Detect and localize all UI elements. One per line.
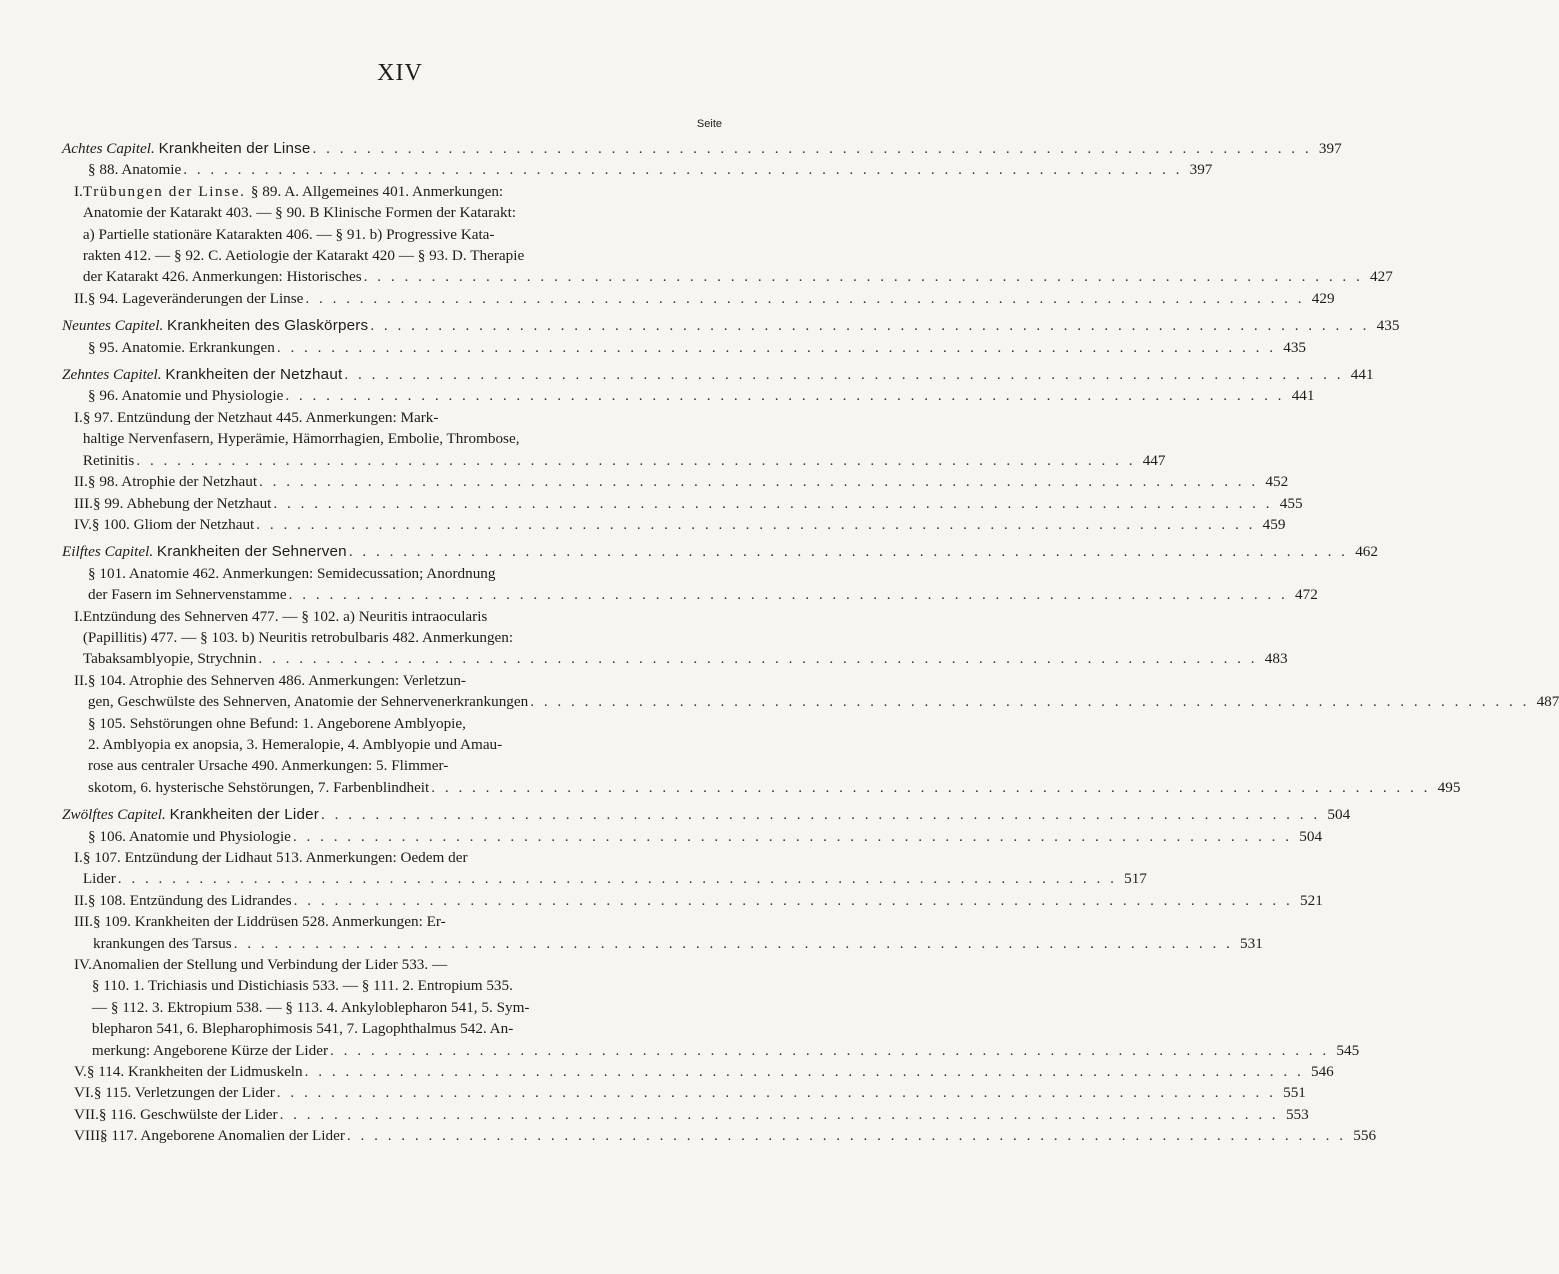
- section-entry: [62, 337, 1306, 358]
- section-entry: [62, 159, 1213, 180]
- dot-leader: [368, 315, 1371, 336]
- section-body: [88, 337, 1306, 358]
- toc-continuation-line: 2. Amblyopia ex anopsia, 3. Hemeralopie, 4. Amblyopie und Amau-: [88, 735, 503, 753]
- dot-leader: [232, 933, 1235, 954]
- toc-continuation-line: haltige Nervenfasern, Hyperämie, Hämorrhagien, Embolie, Thrombose,: [82, 430, 520, 448]
- section-body: [74, 1125, 1377, 1146]
- toc-page-number: 441: [1291, 387, 1315, 405]
- section-body: [74, 288, 1335, 309]
- roman-numeral: I.: [74, 849, 83, 866]
- toc-line: [88, 890, 1323, 911]
- dot-leader: [275, 337, 1278, 358]
- toc-continuation-line: § 109. Krankheiten der Liddrüsen 528. Anmerkungen: Er-: [92, 913, 446, 931]
- toc-continuation-line: Entzündung des Sehnerven 477. — § 102. a) Neuritis intraocularis: [82, 607, 488, 625]
- toc-entry-text: merkung: Angeborene Kürze der Lider: [91, 1041, 329, 1059]
- roman-numeral: II.: [74, 891, 88, 909]
- numbered-section: [62, 670, 1559, 713]
- dot-leader: [347, 541, 1350, 562]
- chapter-label: Zehntes Capitel.: [62, 366, 166, 384]
- section-body: [74, 1061, 1334, 1082]
- dot-leader: [303, 1061, 1306, 1082]
- section-body: [74, 407, 1166, 471]
- section-body: [88, 563, 1318, 606]
- dot-leader: [303, 288, 1306, 309]
- section-body: [74, 670, 1559, 713]
- dot-leader: [181, 159, 1184, 180]
- toc-entry-text: der Katarakt 426. Anmerkungen: Historisches: [82, 268, 362, 286]
- toc-page-number: 553: [1285, 1105, 1309, 1123]
- toc-line: [93, 493, 1303, 514]
- toc-continuation-line: (Papillitis) 477. — § 103. b) Neuritis retrobulbaris 482. Anmerkungen:: [82, 628, 514, 646]
- numbered-section: [62, 514, 1286, 535]
- dot-leader: [292, 890, 1295, 911]
- numbered-section: [62, 1125, 1377, 1146]
- toc-continuation-line: § 104. Atrophie des Sehnerven 486. Anmerkungen: Verletzun-: [87, 671, 466, 689]
- roman-numeral: II.: [74, 289, 88, 307]
- toc-continuation-line: — § 112. 3. Ektropium 538. — § 113. 4. Ankyloblepharon 541, 5. Sym-: [91, 998, 530, 1016]
- chapter-title: Krankheiten der Netzhaut: [165, 366, 343, 384]
- toc-page-number: 517: [1124, 870, 1147, 888]
- toc-entry-text: § 114. Krankheiten der Lidmuskeln: [86, 1063, 303, 1081]
- section-body: [74, 1082, 1306, 1103]
- toc-page-number: 546: [1310, 1063, 1334, 1081]
- toc-line: [93, 933, 1263, 954]
- numbered-section: [62, 1061, 1334, 1082]
- chapter-heading-text: [62, 138, 311, 159]
- section-body: [88, 159, 1213, 180]
- toc-page-number: 452: [1265, 473, 1289, 491]
- roman-numeral: V.: [74, 1063, 87, 1081]
- toc-page-number: 556: [1353, 1127, 1377, 1145]
- dot-leader: [283, 385, 1286, 406]
- toc-page-number: 429: [1311, 289, 1335, 307]
- toc-page-number: 435: [1376, 317, 1400, 335]
- toc-page-number: 427: [1370, 268, 1393, 286]
- section-body: [74, 911, 1263, 954]
- page-number: XIV: [377, 60, 423, 86]
- toc-line: [88, 337, 1306, 358]
- section-content: [93, 493, 1303, 514]
- section-body: [74, 890, 1323, 911]
- dot-leader: [275, 1082, 1278, 1103]
- numbered-section: [62, 847, 1147, 890]
- section-content: [93, 911, 1263, 954]
- toc-line: [88, 826, 1323, 847]
- toc-line: [83, 266, 1393, 287]
- toc-line: [92, 1040, 1359, 1061]
- toc-page-number: 455: [1279, 494, 1303, 512]
- section-content: [92, 954, 1359, 1061]
- section-body: [74, 514, 1286, 535]
- section-content: [87, 1061, 1334, 1082]
- toc-line: [92, 514, 1286, 535]
- toc-entry-text: gen, Geschwülste des Sehnerven, Anatomie der Sehnervenerkrankungen: [87, 693, 529, 711]
- toc-entry-text: § 117. Angeborene Anomalien der Lider: [100, 1127, 345, 1145]
- section-body: [74, 181, 1393, 288]
- chapter-heading: [62, 315, 1400, 336]
- section-body: [74, 471, 1289, 492]
- toc-page-number: 441: [1350, 366, 1374, 384]
- chapter-title: Krankheiten der Sehnerven: [156, 543, 347, 561]
- section-content: [88, 890, 1323, 911]
- toc-entry-text: Retinitis: [82, 451, 135, 469]
- toc-continuation-line: § 110. 1. Trichiasis und Distichiasis 533. — § 111. 2. Entropium 535.: [91, 977, 513, 995]
- toc-continuation-line: rose aus centraler Ursache 490. Anmerkungen: 5. Flimmer-: [88, 757, 449, 775]
- toc-continuation-line: § 107. Entzündung der Lidhaut 513. Anmerkungen: Oedem der: [82, 849, 468, 866]
- section-content: [83, 847, 1147, 890]
- roman-numeral: I.: [74, 607, 83, 625]
- toc-page-number: 397: [1318, 140, 1342, 157]
- toc-page-number: 397: [1189, 161, 1213, 179]
- toc-entry-text: krankungen des Tarsus: [92, 934, 232, 952]
- section-entry: [62, 385, 1315, 406]
- toc-entry-text: skotom, 6. hysterische Sehstörungen, 7. Farbenblindheit: [88, 778, 430, 796]
- dot-leader: [291, 826, 1294, 847]
- chapter-title: Krankheiten der Lider: [169, 806, 320, 824]
- section-content: [99, 1104, 1309, 1125]
- toc-line: [94, 1082, 1306, 1103]
- dot-leader: [134, 450, 1137, 471]
- toc-entry-text: § 100. Gliom der Netzhaut: [91, 515, 255, 533]
- toc-continuation-line: blepharon 541, 6. Blepharophimosis 541, 7. Lagophthalmus 542. An-: [91, 1020, 514, 1038]
- table-of-contents: [62, 132, 1559, 1147]
- section-content: [88, 670, 1559, 713]
- toc-entry-text: § 96. Anatomie und Physiologie: [88, 387, 284, 405]
- section-content: [94, 1082, 1306, 1103]
- toc-page-number: 495: [1437, 778, 1461, 796]
- toc-continuation-line: rakten 412. — § 92. C. Aetiologie der Katarakt 420 — § 93. D. Therapie: [82, 247, 525, 265]
- toc-line: [83, 868, 1147, 889]
- dot-leader: [287, 584, 1290, 605]
- dot-leader: [528, 691, 1531, 712]
- dot-leader: [328, 1040, 1331, 1061]
- toc-entry-text: § 108. Entzündung des Lidrandes: [87, 891, 292, 909]
- toc-entry-text: § 116. Geschwülste der Lider: [98, 1105, 278, 1123]
- toc-continuation-line: Anatomie der Katarakt 403. — § 90. B Klinische Formen der Katarakt:: [82, 204, 517, 222]
- toc-continuation-line: § 97. Entzündung der Netzhaut 445. Anmerkungen: Mark-: [82, 408, 439, 426]
- roman-numeral: I.: [74, 182, 83, 200]
- chapter-heading-text: [62, 315, 368, 336]
- toc-entry-text: § 98. Atrophie der Netzhaut: [87, 473, 258, 491]
- toc-entry-text: § 99. Abhebung der Netzhaut: [92, 494, 272, 512]
- dot-leader: [271, 493, 1274, 514]
- section-content: [88, 471, 1288, 492]
- section-content: [83, 181, 1393, 288]
- numbered-section: [62, 1104, 1309, 1125]
- dot-leader: [362, 266, 1365, 287]
- toc-line: [87, 1061, 1334, 1082]
- chapter-title: Krankheiten des Glaskörpers: [167, 317, 369, 335]
- roman-numeral: VIII.: [74, 1127, 104, 1145]
- dot-leader: [257, 471, 1260, 492]
- dot-leader: [256, 648, 1259, 669]
- toc-entry-text: § 88. Anatomie: [88, 161, 182, 179]
- section-body: [74, 847, 1147, 890]
- roman-numeral: II.: [74, 473, 88, 491]
- section-entry: [62, 826, 1323, 847]
- toc-line: [88, 288, 1335, 309]
- toc-entry-text: Lider: [82, 870, 116, 888]
- toc-page-number: 551: [1283, 1084, 1306, 1102]
- numbered-section: [62, 181, 1393, 288]
- numbered-section: [62, 911, 1263, 954]
- roman-numeral: IV.: [74, 956, 92, 974]
- section-body: [74, 493, 1303, 514]
- dot-leader: [254, 514, 1257, 535]
- roman-numeral: III.: [74, 913, 93, 931]
- toc-entry-text: § 106. Anatomie und Physiologie: [88, 827, 291, 845]
- chapter-heading: [62, 364, 1374, 385]
- toc-continuation-line: § 101. Anatomie 462. Anmerkungen: Semidecussation; Anordnung: [88, 564, 496, 582]
- numbered-section: [62, 288, 1335, 309]
- section-body: [74, 954, 1360, 1061]
- toc-entry-text: § 95. Anatomie. Erkrankungen: [88, 338, 275, 356]
- numbered-section: [62, 407, 1166, 471]
- section-content: [83, 407, 1166, 471]
- toc-entry-text: § 94. Lageveränderungen der Linse: [87, 289, 304, 307]
- chapter-label: Neuntes Capitel.: [62, 317, 168, 335]
- section-entry: [62, 563, 1318, 606]
- chapter-label: Zwölftes Capitel.: [62, 806, 170, 824]
- chapter-heading: [62, 138, 1342, 159]
- numbered-section: [62, 954, 1360, 1061]
- chapter-heading-text: [62, 541, 347, 562]
- roman-numeral: IV.: [74, 515, 92, 533]
- toc-page-number: 462: [1355, 543, 1378, 561]
- chapter-label: Achtes Capitel.: [62, 140, 159, 157]
- section-body: [88, 385, 1315, 406]
- toc-page-number: 521: [1300, 891, 1323, 909]
- toc-page-number: 545: [1336, 1041, 1360, 1059]
- dot-leader: [278, 1104, 1281, 1125]
- toc-page-number: 487: [1536, 693, 1559, 711]
- toc-line: [83, 450, 1166, 471]
- section-body: [88, 826, 1323, 847]
- toc-page-number: 472: [1295, 586, 1318, 604]
- toc-page-number: 459: [1262, 515, 1286, 533]
- chapter-label: Eilftes Capitel.: [62, 543, 157, 561]
- dot-leader: [342, 364, 1345, 385]
- toc-line: [88, 385, 1315, 406]
- toc-page-number: 447: [1142, 451, 1166, 469]
- toc-page-number: 435: [1283, 338, 1306, 356]
- section-heading-spaced: Trübungen der Linse.: [82, 182, 251, 200]
- chapter-heading: [62, 804, 1351, 825]
- section-entry: [62, 713, 1461, 799]
- numbered-section: [62, 493, 1303, 514]
- roman-numeral: I.: [74, 408, 83, 426]
- toc-line: [88, 777, 1461, 798]
- toc-continuation-line: § 105. Sehstörungen ohne Befund: 1. Angeborene Amblyopie,: [88, 714, 466, 732]
- toc-entry-text: § 115. Verletzungen der Lider: [93, 1084, 275, 1102]
- toc-entry-text: Tabaksamblyopie, Strychnin: [82, 650, 257, 668]
- dot-leader: [311, 138, 1314, 159]
- chapter-title: Krankheiten der Linse: [158, 140, 311, 157]
- toc-line: [88, 691, 1559, 712]
- numbered-section: [62, 606, 1288, 670]
- toc-page-number: 504: [1299, 827, 1323, 845]
- toc-line: [88, 584, 1318, 605]
- numbered-section: [62, 1082, 1306, 1103]
- toc-line: [88, 159, 1213, 180]
- toc-line: [99, 1104, 1309, 1125]
- dot-leader: [319, 804, 1322, 825]
- section-content: [88, 288, 1335, 309]
- page-column-header: Seite: [696, 118, 722, 130]
- chapter-heading-text: [62, 804, 319, 825]
- numbered-section: [62, 890, 1323, 911]
- numbered-section: [62, 471, 1289, 492]
- toc-continuation-line: a) Partielle stationäre Katarakten 406. — § 91. b) Progressive Kata-: [82, 225, 495, 243]
- chapter-heading-text: [62, 364, 342, 385]
- chapter-heading: [62, 541, 1378, 562]
- section-content: [92, 514, 1286, 535]
- roman-numeral: VI.: [74, 1084, 94, 1102]
- section-body: [88, 713, 1461, 799]
- toc-page-number: 531: [1240, 934, 1263, 952]
- section-body: [74, 606, 1288, 670]
- toc-entry-text: der Fasern im Sehnervenstamme: [88, 586, 287, 604]
- dot-leader: [345, 1125, 1348, 1146]
- toc-continuation-line: Trübungen der Linse. § 89. A. Allgemeines 401. Anmerkungen:: [82, 182, 504, 200]
- roman-numeral: VII.: [74, 1105, 99, 1123]
- section-body: [74, 1104, 1309, 1125]
- toc-line: [83, 648, 1288, 669]
- section-content: [100, 1125, 1376, 1146]
- toc-line: [100, 1125, 1376, 1146]
- section-content: [83, 606, 1288, 670]
- roman-numeral: II.: [74, 671, 88, 689]
- toc-page-number: 504: [1327, 806, 1351, 824]
- toc-page-number: 483: [1264, 650, 1288, 668]
- dot-leader: [429, 777, 1432, 798]
- toc-continuation-line: Anomalien der Stellung und Verbindung der Lider 533. —: [91, 956, 448, 974]
- dot-leader: [116, 868, 1119, 889]
- toc-line: [88, 471, 1288, 492]
- roman-numeral: III.: [74, 494, 93, 512]
